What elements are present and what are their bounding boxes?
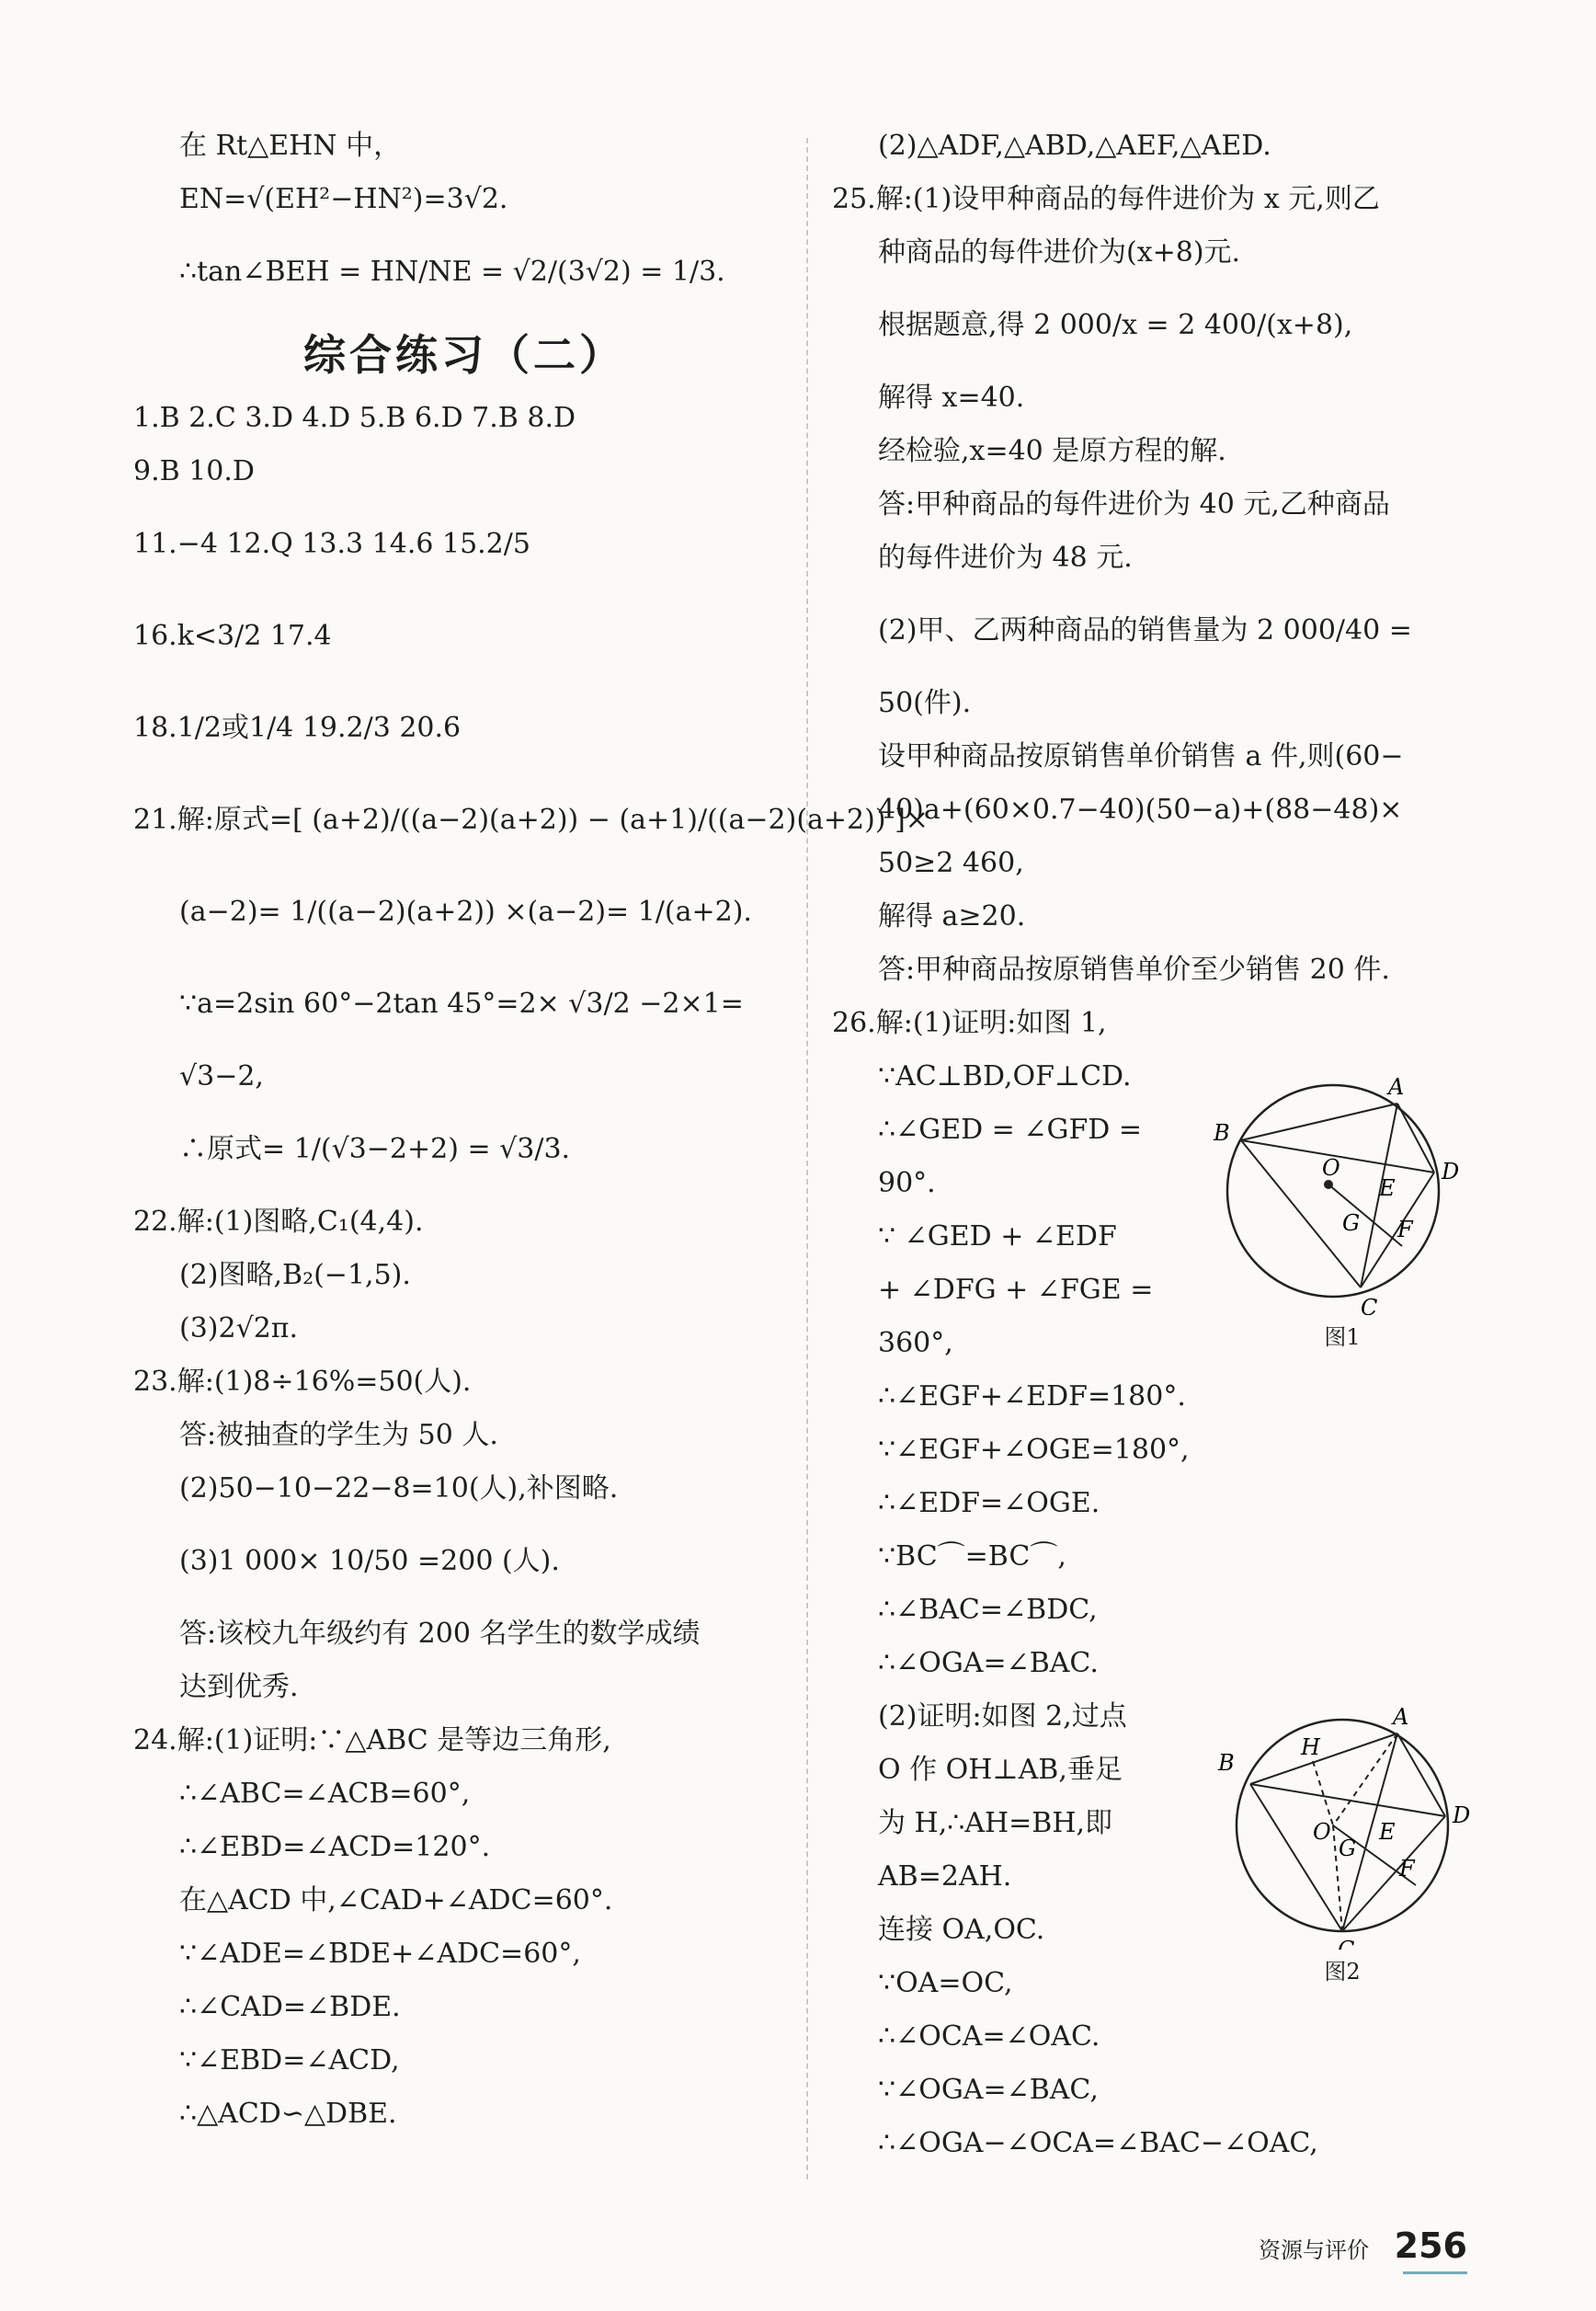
text-line: AB=2AH. [878,1860,1012,1893]
text-line: ∵BC⌒=BC⌒, [878,1540,1066,1573]
text-line: (2)△ADF,△ABD,△AEF,△AED. [878,130,1271,162]
text-line: 答:该校九年级约有 200 名学生的数学成绩 [179,1618,701,1650]
text-line: 答:被抽查的学生为 50 人. [179,1419,498,1451]
text-line: 22.解:(1)图略,C₁(4,4). [133,1206,424,1238]
fig2-label-A: A [1393,1704,1409,1730]
fig1-label-B: B [1214,1120,1230,1146]
fig1-label-F: F [1397,1217,1413,1242]
fig1-label-D: D [1442,1159,1460,1184]
text-line: ∴∠BAC=∠BDC, [878,1594,1098,1626]
text-line: ∴∠EBD=∠ACD=120°. [179,1831,491,1863]
fig1-label-A: A [1388,1074,1405,1100]
text-line: 在△ACD 中,∠CAD+∠ADC=60°. [179,1884,613,1916]
fig2-label-F: F [1399,1856,1415,1882]
figure-1-diagram [1204,1067,1480,1315]
text-line: ∴tan∠BEH = HN/NE = √2/(3√2) = 1/3. [179,256,725,288]
text-line: 的每件进价为 48 元. [878,542,1133,574]
page-footer [1259,2225,1467,2266]
fig2-label-E: E [1379,1819,1396,1845]
text-line: (3)2√2π. [179,1312,299,1344]
book-title: 资源与评价 [1259,2237,1370,2263]
text-line: 40)a+(60×0.7−40)(50−a)+(88−48)× [878,794,1403,826]
text-line: 解得 x=40. [878,382,1025,414]
text-line: O 作 OH⊥AB,垂足 [878,1754,1123,1786]
text-line: 18.1/2或1/4 19.2/3 20.6 [133,712,462,744]
text-line: (2)证明:如图 2,过点 [878,1700,1127,1733]
text-line: 26.解:(1)证明:如图 1, [832,1007,1107,1039]
text-line: ∴∠ABC=∠ACB=60°, [179,1778,471,1810]
text-line: 23.解:(1)8÷16%=50(人). [133,1366,472,1398]
section-title: 综合练习（二） [303,330,625,380]
page-number: 256 [1394,2225,1467,2266]
page-number-underline [1403,2271,1467,2274]
fig1-label-O: O [1322,1155,1340,1181]
text-line: ∴∠OGA=∠BAC. [878,1647,1099,1679]
text-line: 答:甲种商品的每件进价为 40 元,乙种商品 [878,488,1390,521]
text-line: 9.B 10.D [133,455,255,487]
text-line: ∵OA=OC, [878,1967,1013,1999]
text-line: ∵∠EGF+∠OGE=180°, [878,1434,1190,1466]
text-line: (2)50−10−22−8=10(人),补图略. [179,1472,619,1504]
text-line: 360°, [878,1327,953,1359]
text-line: 种商品的每件进价为(x+8)元. [878,236,1241,269]
fig2-label-O: O [1313,1819,1331,1845]
text-line: 50(件). [878,687,972,719]
text-line: ∵a=2sin 60°−2tan 45°=2× √3/2 −2×1= [179,988,744,1020]
figure-2-diagram [1204,1701,1480,1950]
text-line: 根据题意,得 2 000/x = 2 400/(x+8), [878,309,1353,341]
text-line: ∵ ∠GED + ∠EDF [878,1220,1117,1253]
fig2-label-D: D [1453,1802,1471,1828]
text-line: 连接 OA,OC. [878,1914,1045,1946]
figure-1 [1204,1067,1480,1350]
text-line: (2)甲、乙两种商品的销售量为 2 000/40 = [878,614,1412,646]
text-line: 答:甲种商品按原销售单价至少销售 20 件. [878,954,1390,986]
text-line: ∴∠OGA−∠OCA=∠BAC−∠OAC, [878,2127,1318,2159]
text-line: ∵AC⊥BD,OF⊥CD. [878,1060,1132,1093]
text-line: 1.B 2.C 3.D 4.D 5.B 6.D 7.B 8.D [133,402,576,434]
text-line: 11.−4 12.Q 13.3 14.6 15.2/5 [133,528,530,560]
figure-1-caption: 图1 [1324,1324,1361,1350]
text-line: (2)图略,B₂(−1,5). [179,1259,411,1291]
fig2-label-B: B [1218,1750,1235,1776]
text-line: ∴原式= 1/(√3−2+2) = √3/3. [179,1133,571,1165]
fig1-label-G: G [1342,1210,1361,1236]
text-line: 16.k<3/2 17.4 [133,620,332,652]
text-line: √3−2, [179,1060,264,1093]
text-line: 在 Rt△EHN 中， [179,130,402,162]
text-line: ∴∠GED = ∠GFD = [878,1114,1142,1146]
text-line: 25.解:(1)设甲种商品的每件进价为 x 元,则乙 [832,183,1380,215]
text-line: 50≥2 460, [878,847,1024,879]
text-line: (3)1 000× 10/50 =200 (人). [179,1545,560,1577]
text-line: 21.解:原式=[ (a+2)/((a−2)(a+2)) − (a+1)/((a−2)(a+2)) ]× [133,804,929,836]
text-line: ∴∠EGF+∠EDF=180°. [878,1380,1186,1413]
figure-2 [1204,1701,1480,2005]
text-line: ∵∠ADE=∠BDE+∠ADC=60°, [179,1938,581,1970]
text-line: 达到优秀. [179,1671,299,1703]
text-line: + ∠DFG + ∠FGE = [878,1274,1154,1306]
text-line: ∴∠OCA=∠OAC. [878,2020,1100,2053]
figure-2-caption: 图2 [1324,1959,1361,1985]
fig2-label-C: C [1338,1937,1355,1950]
text-line: ∵∠OGA=∠BAC, [878,2074,1099,2106]
fig2-label-H: H [1301,1734,1320,1760]
text-line: 24.解:(1)证明:∵△ABC 是等边三角形, [133,1724,611,1756]
text-line: ∴∠EDF=∠OGE. [878,1487,1100,1519]
fig1-label-E: E [1379,1175,1396,1201]
fig2-label-G: G [1339,1836,1357,1861]
text-line: 设甲种商品按原销售单价销售 a 件,则(60− [878,740,1404,772]
fig1-label-C: C [1361,1295,1378,1315]
column-divider [806,138,808,2179]
text-line: ∴△ACD∽△DBE. [179,2098,397,2130]
text-line: ∵∠EBD=∠ACD, [179,2044,400,2076]
text-line: 为 H,∴AH=BH,即 [878,1807,1113,1839]
text-line: 90°. [878,1167,936,1199]
text-line: 经检验,x=40 是原方程的解. [878,435,1226,467]
text-line: (a−2)= 1/((a−2)(a+2)) ×(a−2)= 1/(a+2). [179,896,752,928]
text-line: ∴∠CAD=∠BDE. [179,1991,401,2023]
text-line: EN=√(EH²−HN²)=3√2. [179,183,508,215]
text-line: 解得 a≥20. [878,900,1026,932]
